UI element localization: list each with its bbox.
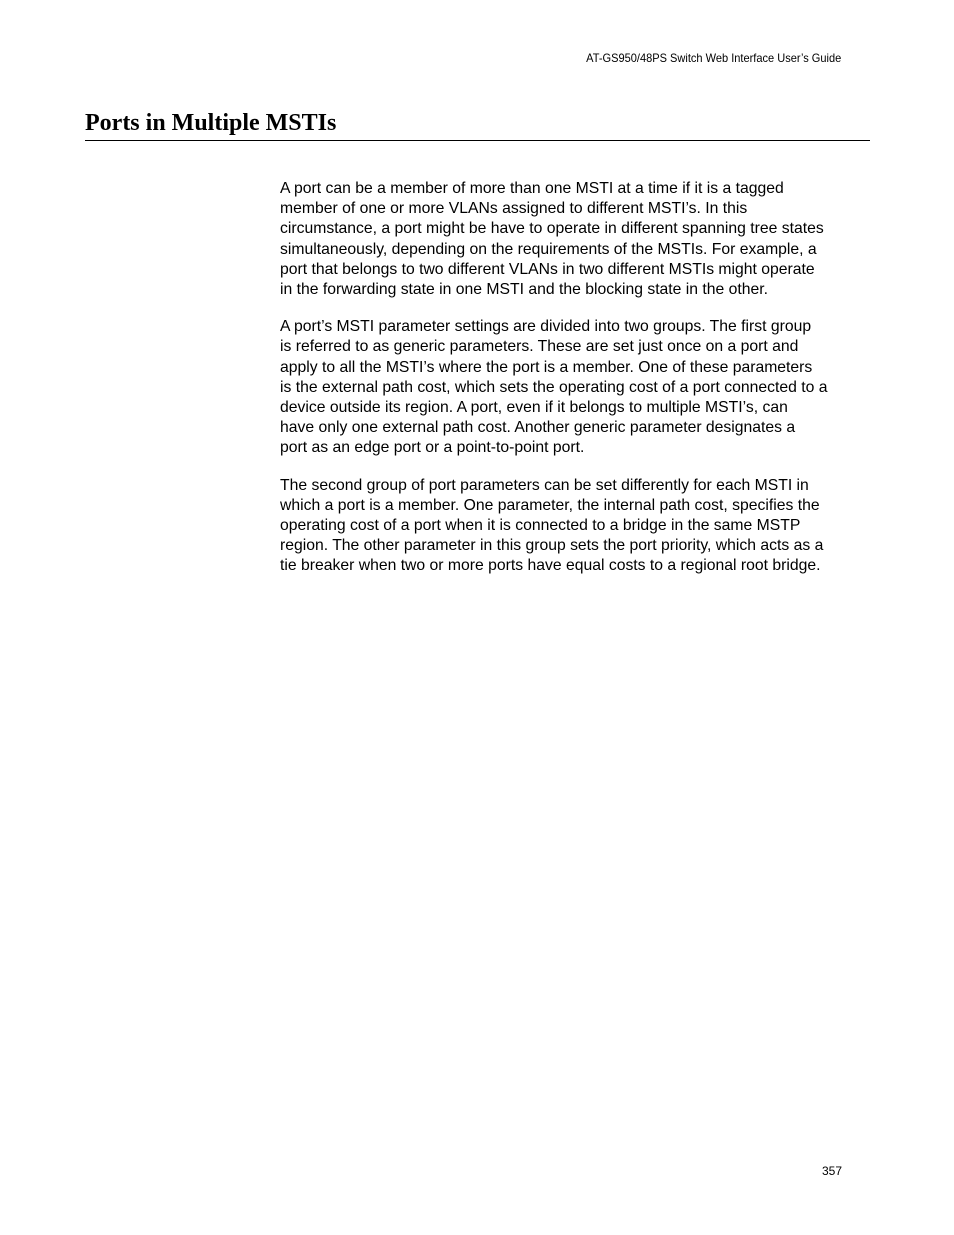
paragraph-1 <box>280 179 880 300</box>
text-line: port that belongs to two different VLANs in two different MSTIs might operate <box>280 260 815 278</box>
page-number: 357 <box>822 1164 843 1178</box>
text-line: have only one external path cost. Another generic parameter designates a <box>280 419 796 437</box>
title-divider <box>85 140 870 141</box>
text-line: in the forwarding state in one MSTI and the blocking state in the other. <box>280 281 769 299</box>
text-line: circumstance, a port might be have to operate in different spanning tree states <box>280 220 824 238</box>
text-line: A port can be a member of more than one MSTI at a time if it is a tagged <box>280 180 784 197</box>
text-line: The second group of port parameters can be set differently for each MSTI in <box>280 476 809 494</box>
body-text <box>280 179 880 594</box>
text-line: member of one or more VLANs assigned to different MSTI’s. In this <box>280 200 748 218</box>
text-line: port as an edge port or a point-to-point port. <box>280 439 585 457</box>
text-line: is the external path cost, which sets the operating cost of a port connected to a <box>280 378 828 396</box>
running-header: AT-GS950/48PS Switch Web Interface User’s Guide <box>585 51 841 65</box>
text-line: A port’s MSTI parameter settings are divided into two groups. The first group <box>280 318 812 336</box>
text-line: tie breaker when two or more ports have equal costs to a regional root bridge. <box>280 557 821 575</box>
text-line: operating cost of a port when it is connected to a bridge in the same MSTP <box>280 517 801 535</box>
paragraph-2 <box>280 317 880 458</box>
text-line: device outside its region. A port, even if it belongs to multiple MSTI’s, can <box>280 399 788 417</box>
section-title: Ports in Multiple MSTIs <box>85 110 337 136</box>
paragraph-3 <box>280 476 880 577</box>
text-line: region. The other parameter in this group sets the port priority, which acts as a <box>280 537 824 555</box>
text-line: is referred to as generic parameters. These are set just once on a port and <box>280 338 799 356</box>
text-line: which a port is a member. One parameter, the internal path cost, specifies the <box>280 496 820 514</box>
text-line: simultaneously, depending on the requirements of the MSTIs. For example, a <box>280 240 817 258</box>
text-line: apply to all the MSTI’s where the port is a member. One of these parameters <box>280 358 813 376</box>
